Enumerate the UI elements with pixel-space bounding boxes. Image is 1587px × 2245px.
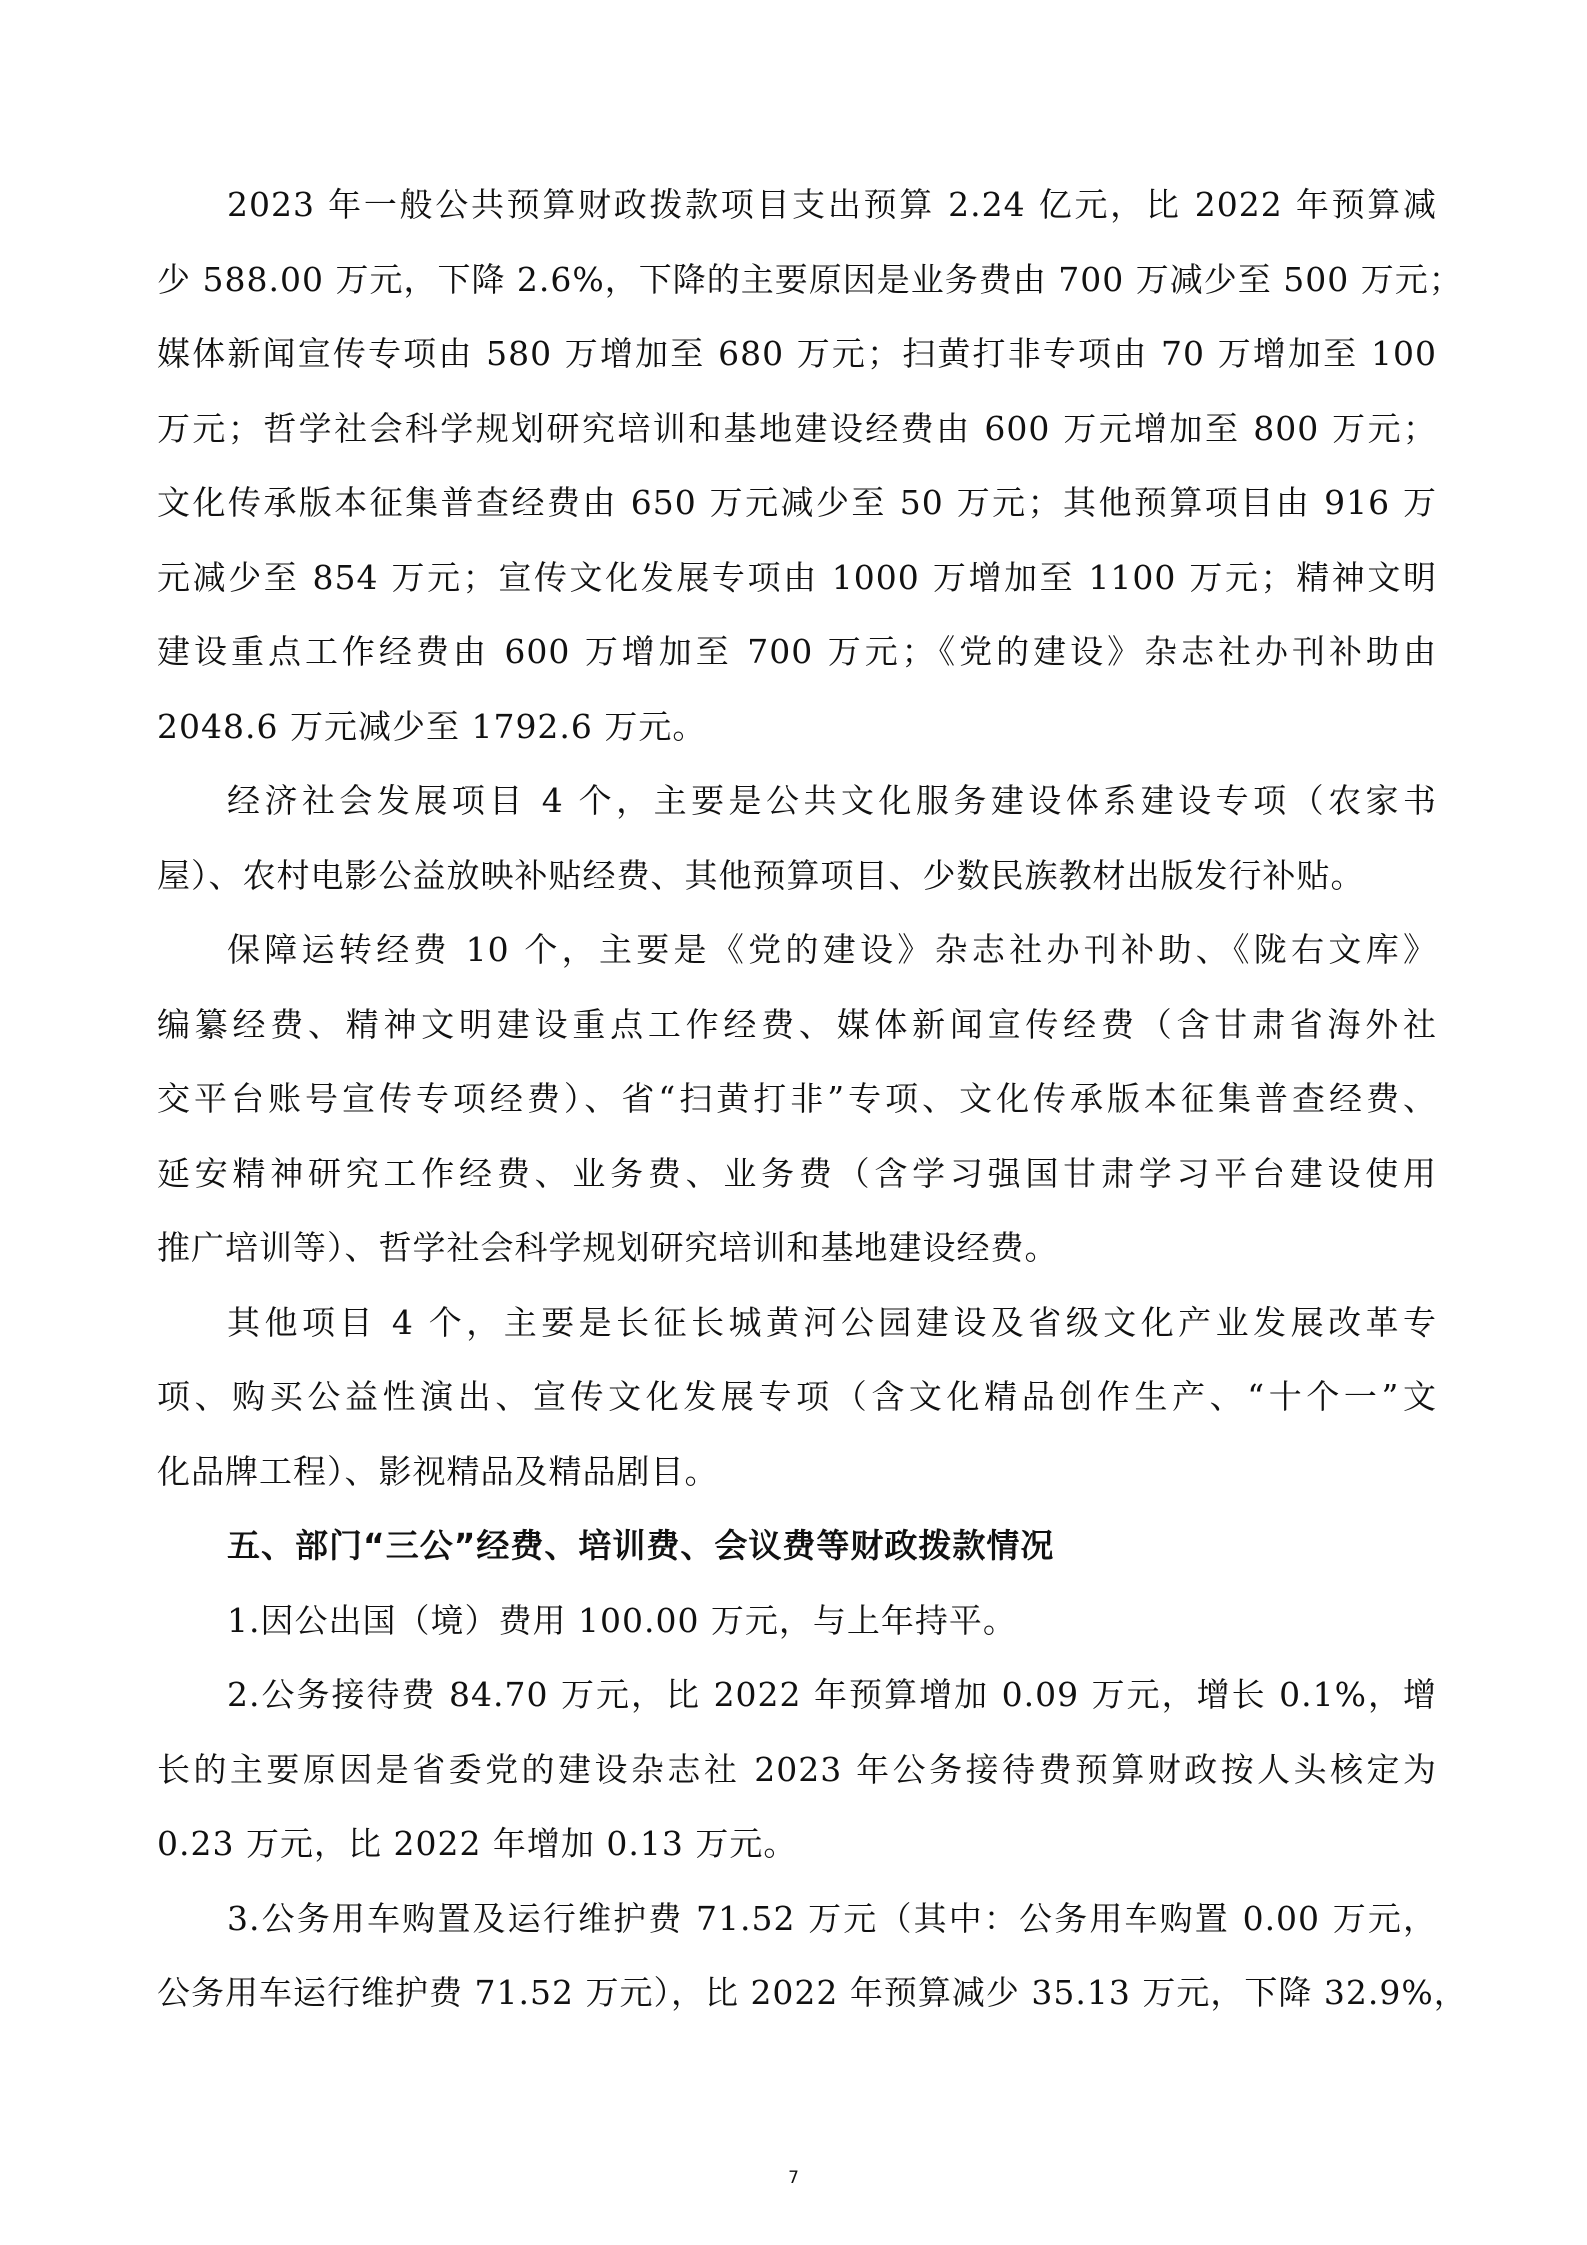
paragraph-operating-funds	[157, 913, 1437, 1286]
item-overseas-travel	[157, 1584, 1437, 1659]
text-line: 文化传承版本征集普查经费由 650 万元减少至 50 万元；其他预算项目由 916 万	[157, 483, 1437, 522]
text-line: 2023 年一般公共预算财政拨款项目支出预算 2.24 亿元，比 2022 年预算减	[227, 185, 1437, 224]
text-line: 保障运转经费 10 个，主要是《党的建设》杂志社办刊补助、《陇右文库》	[227, 930, 1437, 969]
text-line: 元减少至 854 万元；宣传文化发展专项由 1000 万增加至 1100 万元；精神文明	[157, 557, 1437, 597]
text-line: 长的主要原因是省委党的建设杂志社 2023 年公务接待费预算财政按人头核定为	[157, 1749, 1437, 1789]
paragraph-other-projects	[157, 1286, 1437, 1510]
text-line: 屋）、农村电影公益放映补贴经费、其他预算项目、少数民族教材出版发行补贴。	[157, 855, 1365, 895]
text-line: 经济社会发展项目 4 个，主要是公共文化服务建设体系建设专项（农家书	[227, 781, 1437, 820]
text-line: 2.公务接待费 84.70 万元，比 2022 年预算增加 0.09 万元，增长 0.1%，增	[227, 1675, 1437, 1714]
text-line: 万元；哲学社会科学规划研究培训和基地建设经费由 600 万元增加至 800 万元；	[157, 408, 1437, 448]
text-line: 2048.6 万元减少至 1792.6 万元。	[157, 706, 707, 746]
text-line: 1.因公出国（境）费用 100.00 万元，与上年持平。	[227, 1600, 1017, 1640]
text-line: 延安精神研究工作经费、业务费、业务费（含学习强国甘肃学习平台建设使用	[157, 1153, 1437, 1193]
item-official-reception	[157, 1658, 1437, 1882]
text-line: 3.公务用车购置及运行维护费 71.52 万元（其中：公务用车购置 0.00 万元，	[227, 1898, 1437, 1938]
text-line: 少 588.00 万元，下降 2.6%，下降的主要原因是业务费由 700 万减少至 500 万元；	[157, 259, 1463, 299]
text-line: 公务用车运行维护费 71.52 万元），比 2022 年预算减少 35.13 万元，下降 32.9%，	[157, 1973, 1468, 2012]
text-line: 推广培训等）、哲学社会科学规划研究培训和基地建设经费。	[157, 1228, 1059, 1267]
text-line: 交平台账号宣传专项经费）、省“扫黄打非”专项、文化传承版本征集普查经费、	[157, 1079, 1437, 1118]
text-line: 化品牌工程）、影视精品及精品剧目。	[157, 1451, 719, 1491]
text-line: 编纂经费、精神文明建设重点工作经费、媒体新闻宣传经费（含甘肃省海外社	[157, 1004, 1437, 1044]
text-line: 媒体新闻宣传专项由 580 万增加至 680 万元；扫黄打非专项由 70 万增加至 100	[157, 334, 1437, 373]
paragraph-economic-social-projects	[157, 764, 1437, 913]
text-line: 其他项目 4 个，主要是长征长城黄河公园建设及省级文化产业发展改革专	[227, 1302, 1437, 1342]
page-number: 7	[788, 2168, 799, 2188]
page-content	[157, 168, 1468, 2031]
text-line: 0.23 万元，比 2022 年增加 0.13 万元。	[157, 1824, 798, 1863]
section-heading: 五、部门“三公”经费、培训费、会议费等财政拨款情况	[227, 1526, 1055, 1565]
item-official-vehicles	[157, 1882, 1468, 2031]
text-line: 建设重点工作经费由 600 万增加至 700 万元；《党的建设》杂志社办刊补助由	[157, 632, 1437, 671]
paragraph-project-expenditure	[157, 168, 1463, 764]
text-line: 项、购买公益性演出、宣传文化发展专项（含文化精品创作生产、“十个一”文	[157, 1377, 1437, 1416]
